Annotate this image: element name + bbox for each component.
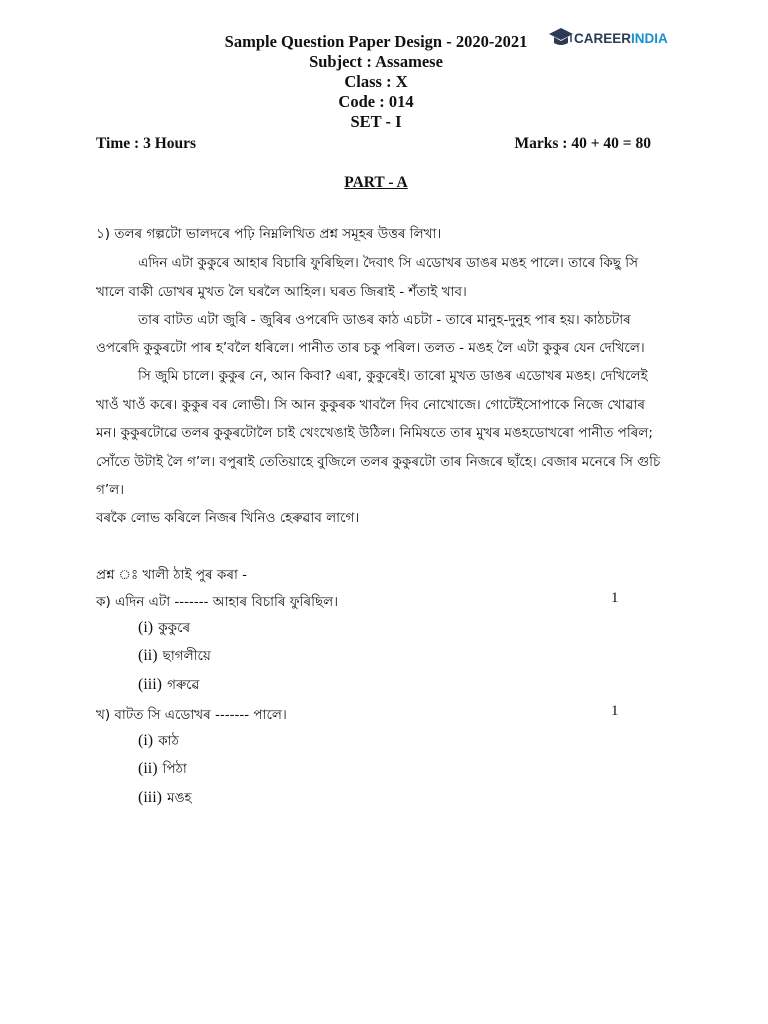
question-instruction: ১) তলৰ গল্পটো ভালদৰে পঢ়ি নিম্নলিখিত প্ৰশ্ন সমূহৰ উত্তৰ লিখা। — [96, 226, 442, 242]
paper-title: Sample Question Paper Design - 2020-2021 — [224, 32, 528, 51]
paper-class: Class : X — [344, 72, 408, 91]
option-item — [138, 674, 199, 697]
time-marks-row — [96, 135, 651, 153]
question-marks: 1 — [611, 703, 619, 719]
option-text: ছাগলীয়ে — [162, 648, 211, 664]
option-text: কাঠ — [158, 733, 179, 749]
question-marks: 1 — [611, 590, 619, 606]
passage-line: গ’ল। — [96, 482, 125, 498]
option-number: (ii) — [138, 760, 158, 777]
passage-line: মন। কুকুৰটোৱে তলৰ কুকুৰটোলৈ চাই খেংখেঙাই উঠিল। নিমিষতে তাৰ মুখৰ মঙহডোখৰো পানীত পৰিল; — [96, 425, 653, 441]
logo-text-india: INDIA — [631, 30, 668, 46]
option-number: (i) — [138, 732, 154, 749]
option-number: (iii) — [138, 789, 162, 806]
option-item — [138, 617, 190, 640]
question-prompt: প্ৰশ্ন ঃ খালী ঠাই পুৰ কৰা - — [96, 567, 248, 583]
paper-header — [0, 32, 768, 132]
option-item — [138, 645, 211, 668]
option-item — [138, 758, 187, 781]
option-item — [138, 787, 192, 810]
paper-subject: Subject : Assamese — [309, 52, 443, 71]
option-number: (ii) — [138, 647, 158, 664]
logo-text-career: CAREER — [574, 30, 632, 46]
question-item: খ) বাটত সি এডোখৰ ------- পালে। — [96, 707, 287, 723]
passage-line: সোঁতে উটাই লৈ গ’ল। বপুৰাই তেতিয়াহে বুজিলে তলৰ কুকুৰটো তাৰ নিজৰে ছাঁহে। বেজাৰ মনেৰে সি গুচি — [96, 454, 661, 470]
time-label: Time : 3 Hours — [96, 135, 197, 152]
part-heading — [0, 174, 768, 192]
option-text: কুকুৰে — [158, 620, 191, 636]
question-item: ক) এদিন এটা ------- আহাৰ বিচাৰি ফুৰিছিল। — [96, 594, 339, 610]
paper-set: SET - I — [350, 112, 402, 131]
passage-line: সি জুমি চালে। কুকুৰ নে, আন কিবা? এৰা, কুকুৰেই। তাৰো মুখত ডাঙৰ এডোখৰ মঙহ। দেখিলেই — [138, 368, 648, 384]
option-text: পিঠা — [162, 761, 187, 777]
option-number: (i) — [138, 619, 154, 636]
option-text: গৰুৱে — [167, 677, 200, 693]
passage-line: তাৰ বাটত এটা জুৰি - জুৰিৰ ওপৰেদি ডাঙৰ কাঠ এচটা - তাৰে মানুহ-দুনুহ পাৰ হয়। কাঠচটাৰ — [138, 312, 631, 328]
passage-moral: বৰকৈ লোভ কৰিলে নিজৰ খিনিও হেৰুৱাব লাগে। — [96, 510, 360, 526]
part-label: PART - A — [344, 174, 408, 191]
option-item — [138, 730, 179, 753]
option-text: মঙহ — [167, 790, 192, 806]
passage-line: খালে বাকী ডোখৰ মুখত লৈ ঘৰলৈ আহিল। ঘৰত জিৰাই - শঁতাই খাব। — [96, 284, 467, 300]
passage-line: খাওঁ খাওঁ কৰে। কুকুৰ বৰ লোভী। সি আন কুকুৰক খাবলৈ দিব নোখোজে। গোটেইসোপাকে নিজে খোৱাৰ — [96, 397, 645, 413]
paper-code: Code : 014 — [338, 92, 414, 111]
passage-line: এদিন এটা কুকুৰে আহাৰ বিচাৰি ফুৰিছিল। দৈবাৎ সি এডোখৰ ডাঙৰ মঙহ পালে। তাৰে কিছু সি — [138, 255, 639, 271]
passage-line: ওপৰেদি কুকুৰটো পাৰ হ’বলৈ ধৰিলে। পানীত তাৰ চকু পৰিল। তলত - মঙহ লৈ এটা কুকুৰ যেন দেখিলে। — [96, 340, 645, 356]
marks-label: Marks : 40 + 40 = 80 — [514, 135, 651, 152]
option-number: (iii) — [138, 676, 162, 693]
